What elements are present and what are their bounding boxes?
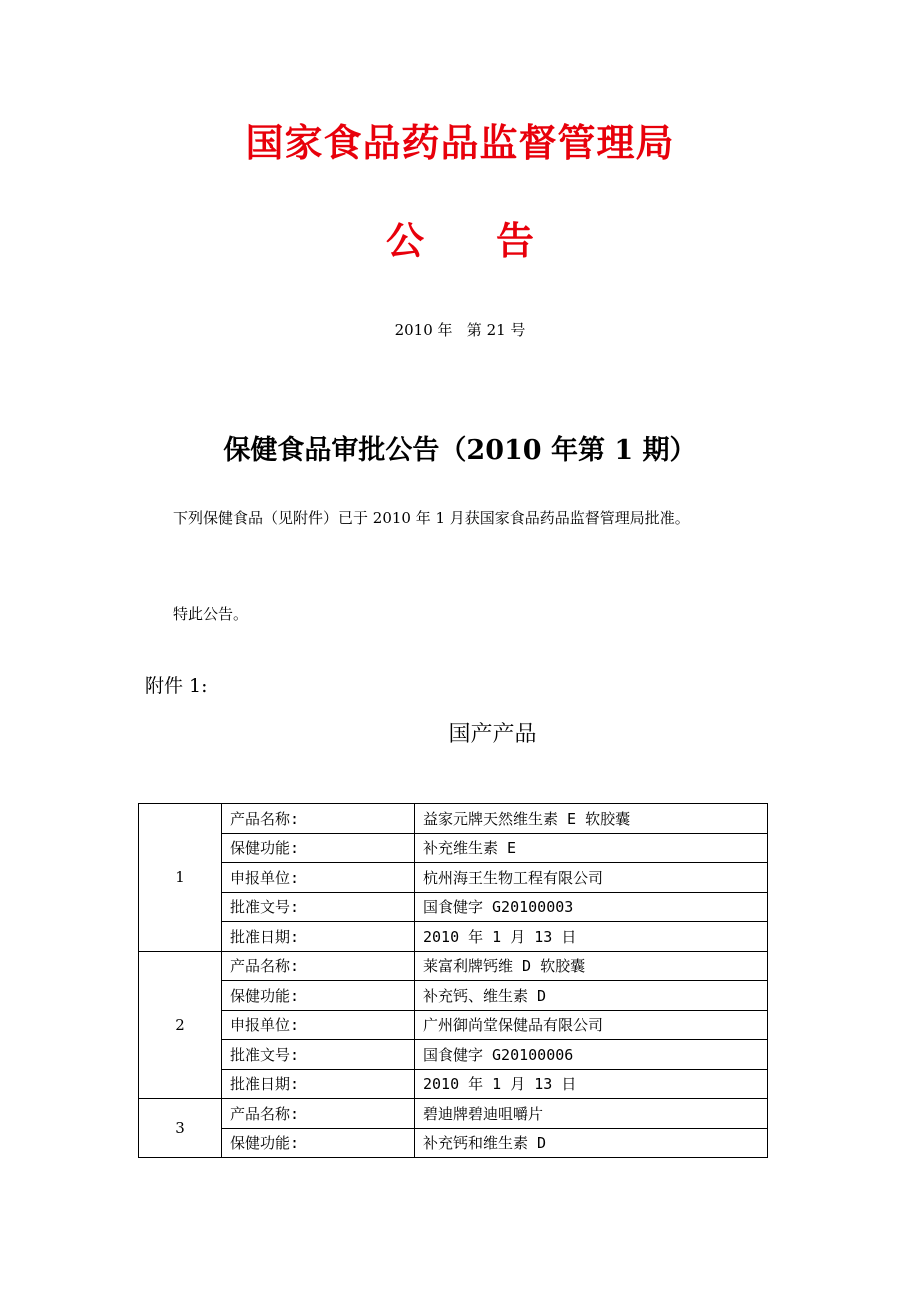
field-label: 批准日期: (222, 1069, 415, 1099)
table-row (139, 1128, 768, 1158)
notice-char-2: 告 (496, 218, 535, 263)
field-value: 杭州海王生物工程有限公司 (415, 863, 768, 893)
field-label: 批准文号: (222, 892, 415, 922)
field-value: 2010 年 1 月 13 日 (415, 1069, 768, 1099)
field-value: 补充钙、维生素 D (415, 981, 768, 1011)
field-value: 莱富利牌钙维 D 软胶囊 (415, 951, 768, 981)
agency-name: 国家食品药品监督管理局 (245, 120, 675, 165)
product-number: 1 (139, 804, 222, 952)
field-label: 申报单位: (222, 1010, 415, 1040)
field-label: 保健功能: (222, 981, 415, 1011)
field-value: 国食健字 G20100006 (415, 1040, 768, 1070)
table-row (139, 892, 768, 922)
field-value: 补充维生素 E (415, 833, 768, 863)
table-row (139, 1069, 768, 1099)
table-row (139, 1099, 768, 1129)
table-row (139, 981, 768, 1011)
table-row (139, 1010, 768, 1040)
field-label: 保健功能: (222, 1128, 415, 1158)
table-row (139, 922, 768, 952)
table-row (139, 804, 768, 834)
table-row (139, 863, 768, 893)
field-label: 申报单位: (222, 863, 415, 893)
field-value: 国食健字 G20100003 (415, 892, 768, 922)
field-label: 批准文号: (222, 1040, 415, 1070)
products-table (138, 803, 768, 1158)
table-row (139, 833, 768, 863)
product-number: 3 (139, 1099, 222, 1158)
notice-char-1: 公 (385, 218, 424, 263)
issue-number: 2010 年 第 21 号 (394, 321, 526, 339)
product-number: 2 (139, 951, 222, 1099)
field-label: 产品名称: (222, 804, 415, 834)
field-value: 碧迪牌碧迪咀嚼片 (415, 1099, 768, 1129)
notice-heading (0, 210, 920, 265)
announcement-closing: 特此公告。 (173, 605, 249, 623)
attachment-label: 附件 1: (145, 675, 208, 697)
announcement-title: 保健食品审批公告（2010 年第 1 期） (223, 435, 697, 466)
field-label: 产品名称: (222, 1099, 415, 1129)
field-label: 批准日期: (222, 922, 415, 952)
product-category: 国产产品 (448, 722, 537, 747)
table-row (139, 1040, 768, 1070)
field-label: 产品名称: (222, 951, 415, 981)
field-value: 2010 年 1 月 13 日 (415, 922, 768, 952)
field-value: 补充钙和维生素 D (415, 1128, 768, 1158)
table-row (139, 951, 768, 981)
field-value: 广州御尚堂保健品有限公司 (415, 1010, 768, 1040)
field-value: 益家元牌天然维生素 E 软胶囊 (415, 804, 768, 834)
announcement-body: 下列保健食品（见附件）已于 2010 年 1 月获国家食品药品监督管理局批准。 (173, 509, 690, 527)
field-label: 保健功能: (222, 833, 415, 863)
